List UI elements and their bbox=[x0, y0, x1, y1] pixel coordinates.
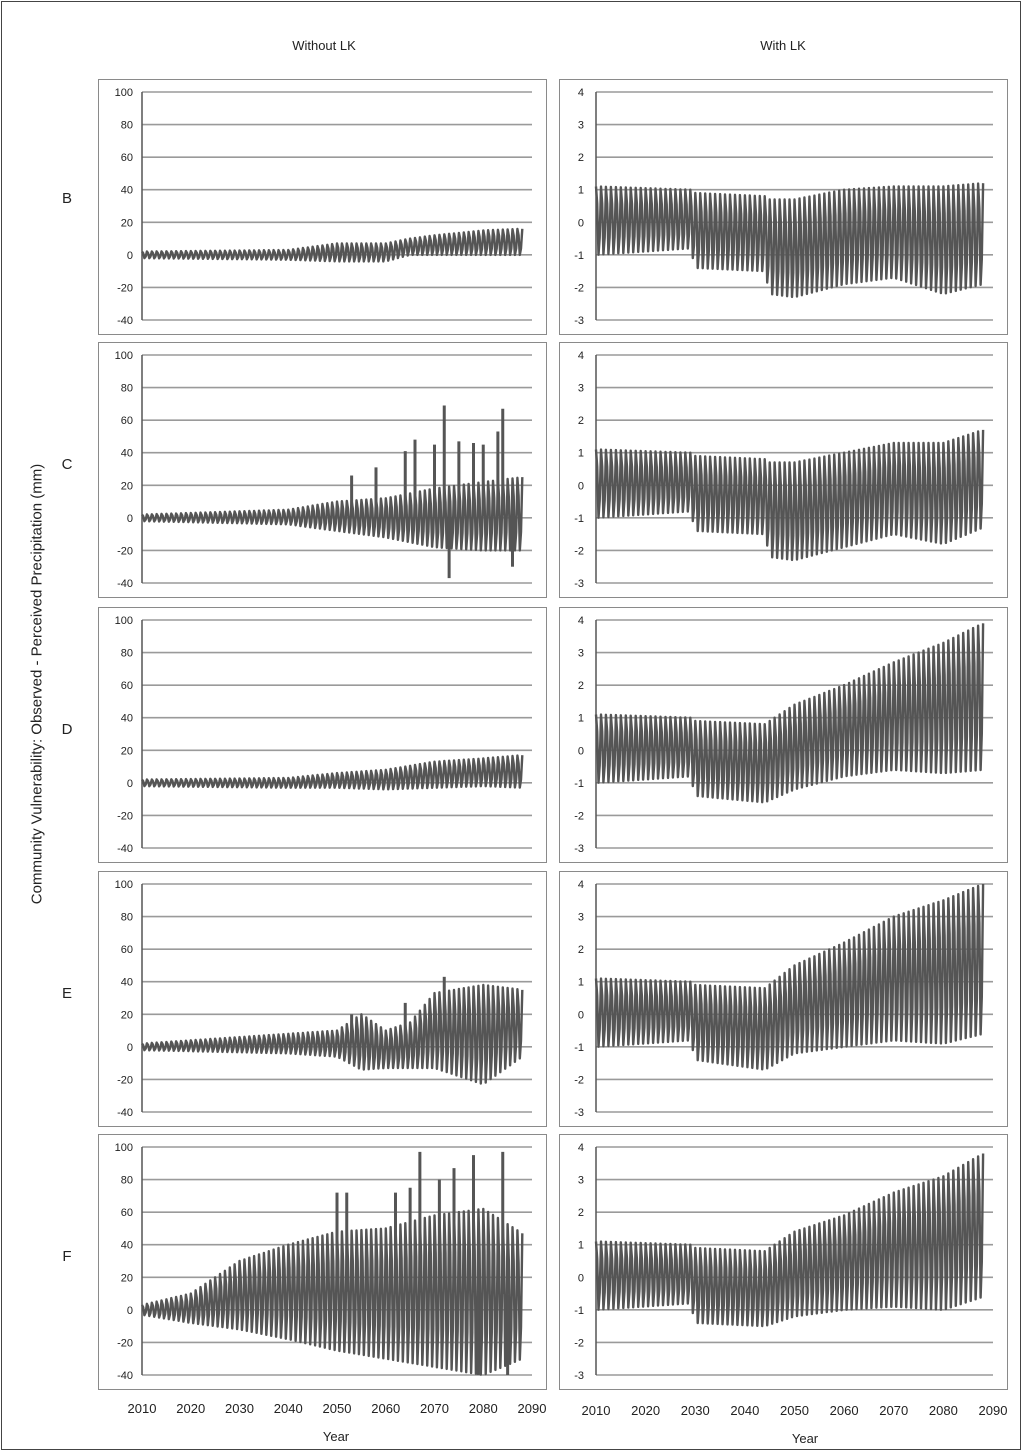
y-tick-label: 80 bbox=[120, 1174, 133, 1187]
y-tick-label: -2 bbox=[574, 545, 584, 558]
x-tick-label: 2060 bbox=[371, 1401, 401, 1416]
y-tick-label: 0 bbox=[126, 512, 133, 525]
y-tick-label: -1 bbox=[574, 777, 584, 790]
x-tick-label: 2070 bbox=[879, 1403, 909, 1418]
x-tick-label: 2090 bbox=[978, 1403, 1008, 1418]
y-tick-label: -20 bbox=[117, 545, 133, 558]
y-tick-label: 20 bbox=[120, 217, 133, 230]
y-tick-label: -3 bbox=[574, 1107, 584, 1119]
y-tick-label: 80 bbox=[120, 647, 133, 660]
x-tick-label: 2010 bbox=[581, 1403, 611, 1418]
y-tick-label: -40 bbox=[117, 843, 133, 855]
y-tick-label: 4 bbox=[577, 615, 584, 627]
x-tick-label: 2050 bbox=[780, 1403, 809, 1418]
y-tick-label: -3 bbox=[574, 578, 584, 590]
y-tick-label: -40 bbox=[117, 1107, 133, 1119]
y-tick-label: -1 bbox=[574, 512, 584, 525]
y-tick-label: 0 bbox=[126, 777, 133, 790]
x-tick-label: 2010 bbox=[127, 1401, 157, 1416]
y-tick-label: -1 bbox=[574, 1304, 584, 1317]
y-tick-label: 0 bbox=[577, 745, 584, 758]
row-label-f: F bbox=[62, 1248, 72, 1265]
y-tick-label: 2 bbox=[577, 415, 584, 428]
y-tick-label: 20 bbox=[120, 480, 133, 493]
y-tick-label: -20 bbox=[117, 282, 133, 295]
column-title-without-lk: Without LK bbox=[292, 38, 356, 53]
y-axis-label: Community Vulnerability: Observed - Perceived Precipitation (mm) bbox=[28, 463, 46, 905]
x-tick-label: 2050 bbox=[322, 1401, 352, 1416]
y-tick-label: -2 bbox=[574, 1337, 584, 1350]
y-tick-label: 80 bbox=[120, 382, 133, 395]
y-tick-label: -3 bbox=[574, 315, 584, 327]
y-tick-label: 2 bbox=[577, 680, 584, 693]
x-tick-label: 2080 bbox=[468, 1401, 498, 1416]
x-tick-label: 2060 bbox=[829, 1403, 859, 1418]
y-tick-label: -20 bbox=[117, 1337, 133, 1350]
x-tick-label: 2030 bbox=[680, 1403, 710, 1418]
y-tick-label: 60 bbox=[120, 680, 133, 693]
y-tick-label: 40 bbox=[120, 447, 133, 460]
row-label-d: D bbox=[61, 721, 73, 738]
y-tick-label: -1 bbox=[574, 1041, 584, 1054]
y-tick-label: -1 bbox=[574, 249, 584, 262]
y-tick-label: 40 bbox=[120, 1239, 133, 1252]
y-tick-label: 100 bbox=[114, 350, 133, 362]
y-tick-label: 0 bbox=[577, 1272, 584, 1285]
y-tick-label: 1 bbox=[577, 976, 584, 989]
x-tick-label: 2070 bbox=[420, 1401, 449, 1416]
y-tick-label: -40 bbox=[117, 315, 133, 327]
y-tick-label: -40 bbox=[117, 1370, 133, 1382]
y-tick-label: 0 bbox=[126, 1041, 133, 1054]
x-tick-label: 2030 bbox=[225, 1401, 254, 1416]
y-tick-label: -3 bbox=[574, 843, 584, 855]
y-tick-label: 100 bbox=[114, 87, 133, 99]
y-tick-label: 80 bbox=[120, 911, 133, 924]
y-tick-label: -3 bbox=[574, 1370, 584, 1382]
y-tick-label: 40 bbox=[120, 712, 133, 725]
row-label-e: E bbox=[61, 985, 72, 1002]
y-tick-label: 100 bbox=[114, 879, 133, 891]
y-tick-label: 1 bbox=[577, 184, 584, 197]
y-tick-label: 4 bbox=[577, 350, 584, 362]
y-tick-label: 100 bbox=[114, 615, 133, 627]
row-label-b: B bbox=[61, 190, 72, 207]
y-tick-label: 3 bbox=[577, 382, 584, 395]
y-tick-label: 0 bbox=[577, 217, 584, 230]
column-title-with-lk: With LK bbox=[760, 38, 806, 53]
y-tick-label: 20 bbox=[120, 1272, 133, 1285]
y-tick-label: 60 bbox=[120, 152, 133, 165]
y-tick-label: 60 bbox=[120, 944, 133, 957]
y-tick-label: 2 bbox=[577, 152, 584, 165]
y-tick-label: -2 bbox=[574, 1074, 584, 1087]
x-tick-label: 2020 bbox=[631, 1403, 661, 1418]
y-tick-label: 3 bbox=[577, 911, 584, 924]
y-tick-label: 1 bbox=[577, 712, 584, 725]
y-tick-label: 3 bbox=[577, 647, 584, 660]
x-tick-label: 2020 bbox=[176, 1401, 206, 1416]
y-tick-label: -20 bbox=[117, 1074, 133, 1087]
y-tick-label: 2 bbox=[577, 944, 584, 957]
y-tick-label: 40 bbox=[120, 976, 133, 989]
y-tick-label: 0 bbox=[126, 1304, 133, 1317]
y-tick-label: 3 bbox=[577, 119, 584, 132]
x-axis-label-right: Year bbox=[791, 1431, 819, 1446]
y-tick-label: 40 bbox=[120, 184, 133, 197]
y-tick-label: 100 bbox=[114, 1142, 133, 1154]
y-tick-label: -2 bbox=[574, 810, 584, 823]
x-axis-label-left: Year bbox=[322, 1429, 350, 1444]
y-tick-label: 4 bbox=[577, 879, 584, 891]
y-tick-label: -20 bbox=[117, 810, 133, 823]
y-tick-label: -2 bbox=[574, 282, 584, 295]
y-tick-label: 20 bbox=[120, 745, 133, 758]
y-tick-label: 60 bbox=[120, 1207, 133, 1220]
y-tick-label: -40 bbox=[117, 578, 133, 590]
y-tick-label: 3 bbox=[577, 1174, 584, 1187]
y-tick-label: 2 bbox=[577, 1207, 584, 1220]
x-tick-label: 2090 bbox=[517, 1401, 547, 1416]
y-tick-label: 1 bbox=[577, 1239, 584, 1252]
y-tick-label: 0 bbox=[577, 1009, 584, 1022]
y-tick-label: 0 bbox=[577, 480, 584, 493]
y-tick-label: 80 bbox=[120, 119, 133, 132]
y-tick-label: 4 bbox=[577, 87, 584, 99]
x-tick-label: 2080 bbox=[928, 1403, 958, 1418]
y-tick-label: 1 bbox=[577, 447, 584, 460]
y-tick-label: 60 bbox=[120, 415, 133, 428]
x-tick-label: 2040 bbox=[730, 1403, 760, 1418]
y-tick-label: 4 bbox=[577, 1142, 584, 1154]
y-tick-label: 0 bbox=[126, 249, 133, 262]
y-tick-label: 20 bbox=[120, 1009, 133, 1022]
row-label-c: C bbox=[61, 456, 73, 473]
x-tick-label: 2040 bbox=[273, 1401, 303, 1416]
